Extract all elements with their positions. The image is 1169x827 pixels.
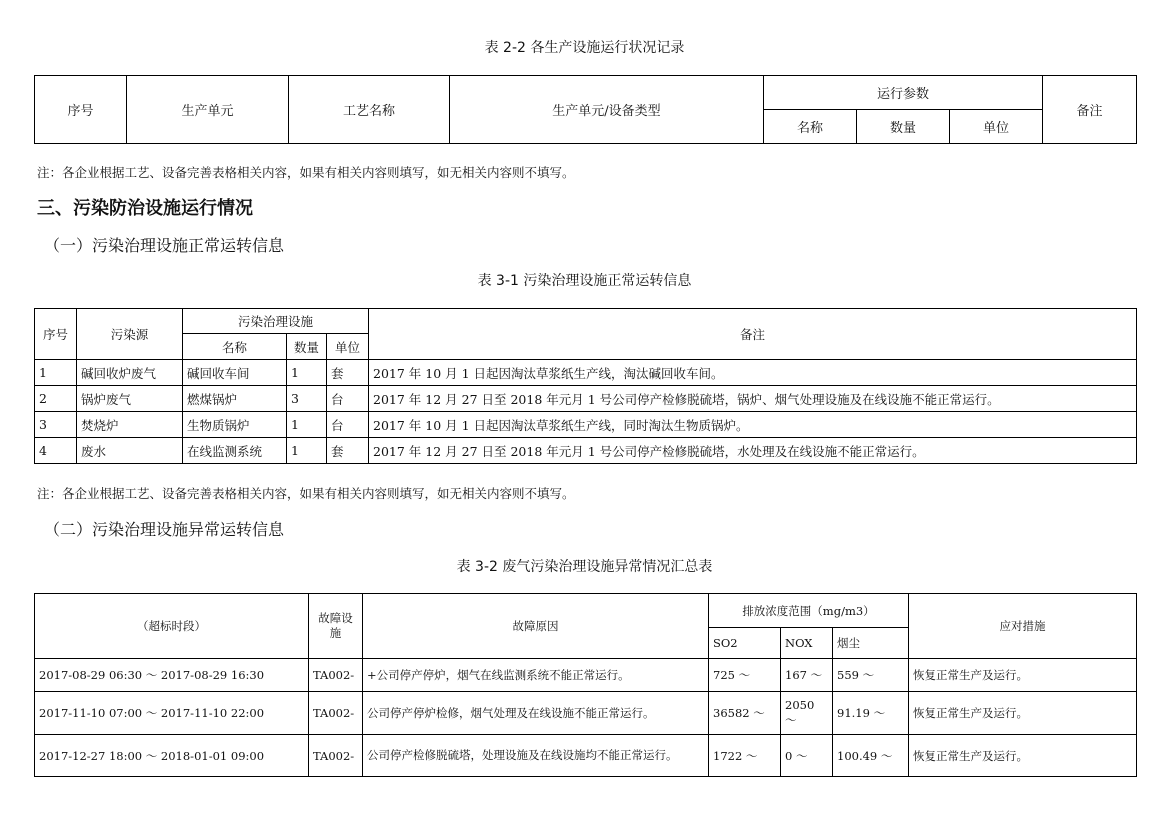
cell-unit: 台 (327, 386, 369, 412)
table-3-1-caption: 表 3-1 污染治理设施正常运转信息 (477, 273, 692, 289)
cell-facility: TA002- (309, 735, 363, 777)
cell-remark: 2017 年 12 月 27 日至 2018 年元月 1 号公司停产检修脱硫塔，水处理及在线设施不能正常运行。 (369, 438, 1137, 464)
header-facility: 污染治理设施 (183, 309, 369, 334)
header-name: 名称 (764, 110, 857, 144)
cell-so2: 725 ～ (709, 659, 781, 692)
cell-reason: 公司停产检修脱硫塔，处理设施及在线设施均不能正常运行。 (363, 735, 709, 777)
header-quantity: 数量 (857, 110, 950, 144)
cell-seq: 3 (35, 412, 77, 438)
cell-unit: 套 (327, 438, 369, 464)
cell-so2: 36582 ～ (709, 692, 781, 735)
cell-unit: 套 (327, 360, 369, 386)
note-1: 注：各企业根据工艺、设备完善表格相关内容，如果有相关内容则填写，如无相关内容则不填写。 (37, 165, 575, 180)
subsection-2-title: （二）污染治理设施异常运转信息 (44, 520, 285, 539)
table-row (35, 386, 1137, 412)
header-equip-type: 生产单元/设备类型 (450, 76, 764, 144)
cell-dust: 91.19 ～ (833, 692, 909, 735)
cell-period: 2017-12-27 18:00 ～ 2018-01-01 09:00 (35, 735, 309, 777)
cell-remark: 2017 年 10 月 1 日起因淘汰草浆纸生产线，同时淘汰生物质锅炉。 (369, 412, 1137, 438)
cell-reason: 公司停产停炉检修，烟气处理及在线设施不能正常运行。 (363, 692, 709, 735)
table-row (35, 360, 1137, 386)
table-row (35, 659, 1137, 692)
table-3-1 (34, 308, 1137, 464)
cell-seq: 1 (35, 360, 77, 386)
header-unit: 单位 (327, 334, 369, 360)
cell-facility: TA002- (309, 692, 363, 735)
cell-measures: 恢复正常生产及运行。 (909, 735, 1137, 777)
cell-facility: TA002- (309, 659, 363, 692)
header-so2: SO2 (709, 628, 781, 659)
cell-seq: 4 (35, 438, 77, 464)
cell-remark: 2017 年 10 月 1 日起因淘汰草浆纸生产线，淘汰碱回收车间。 (369, 360, 1137, 386)
cell-nox: 2050 ～ (781, 692, 833, 735)
cell-remark: 2017 年 12 月 27 日至 2018 年元月 1 号公司停产检修脱硫塔，锅炉、烟气处理设施及在线设施不能正常运行。 (369, 386, 1137, 412)
cell-period: 2017-08-29 06:30 ～ 2017-08-29 16:30 (35, 659, 309, 692)
table-row (35, 438, 1137, 464)
cell-quantity: 1 (287, 360, 327, 386)
cell-dust: 100.49 ～ (833, 735, 909, 777)
table-3-2-caption: 表 3-2 废气污染治理设施异常情况汇总表 (456, 559, 713, 575)
cell-so2: 1722 ～ (709, 735, 781, 777)
header-params: 运行参数 (764, 76, 1043, 110)
subsection-1-title: （一）污染治理设施正常运转信息 (44, 236, 285, 255)
header-period: （超标时段） (35, 594, 309, 659)
cell-name: 燃煤锅炉 (183, 386, 287, 412)
cell-dust: 559 ～ (833, 659, 909, 692)
table-row (35, 412, 1137, 438)
section-3-title: 三、污染防治设施运行情况 (37, 198, 253, 219)
header-dust: 烟尘 (833, 628, 909, 659)
header-seq: 序号 (35, 76, 127, 144)
header-name: 名称 (183, 334, 287, 360)
cell-source: 焚烧炉 (77, 412, 183, 438)
cell-quantity: 1 (287, 438, 327, 464)
cell-nox: 167 ～ (781, 659, 833, 692)
header-unit: 生产单元 (127, 76, 289, 144)
cell-source: 锅炉废气 (77, 386, 183, 412)
cell-measures: 恢复正常生产及运行。 (909, 692, 1137, 735)
cell-measures: 恢复正常生产及运行。 (909, 659, 1137, 692)
cell-name: 碱回收车间 (183, 360, 287, 386)
cell-source: 废水 (77, 438, 183, 464)
cell-source: 碱回收炉废气 (77, 360, 183, 386)
header-process: 工艺名称 (289, 76, 450, 144)
table-3-2 (34, 593, 1137, 777)
cell-name: 在线监测系统 (183, 438, 287, 464)
note-2: 注：各企业根据工艺、设备完善表格相关内容，如果有相关内容则填写，如无相关内容则不填写。 (37, 486, 575, 501)
header-fault-reason: 故障原因 (363, 594, 709, 659)
cell-period: 2017-11-10 07:00 ～ 2017-11-10 22:00 (35, 692, 309, 735)
header-unit-measure: 单位 (950, 110, 1043, 144)
header-seq: 序号 (35, 309, 77, 360)
cell-quantity: 1 (287, 412, 327, 438)
header-remark: 备注 (369, 309, 1137, 360)
header-nox: NOX (781, 628, 833, 659)
table-2-2 (34, 75, 1137, 144)
cell-seq: 2 (35, 386, 77, 412)
header-quantity: 数量 (287, 334, 327, 360)
cell-quantity: 3 (287, 386, 327, 412)
header-measures: 应对措施 (909, 594, 1137, 659)
cell-reason: +公司停产停炉，烟气在线监测系统不能正常运行。 (363, 659, 709, 692)
cell-name: 生物质锅炉 (183, 412, 287, 438)
header-remark: 备注 (1043, 76, 1137, 144)
table-row (35, 692, 1137, 735)
cell-nox: 0 ～ (781, 735, 833, 777)
table-row (35, 735, 1137, 777)
table-2-2-caption: 表 2-2 各生产设施运行状况记录 (484, 40, 685, 56)
header-fault-facility: 故障设施 (309, 594, 363, 659)
header-source: 污染源 (77, 309, 183, 360)
cell-unit: 台 (327, 412, 369, 438)
header-concentration: 排放浓度范围（mg/m3） (709, 594, 909, 628)
